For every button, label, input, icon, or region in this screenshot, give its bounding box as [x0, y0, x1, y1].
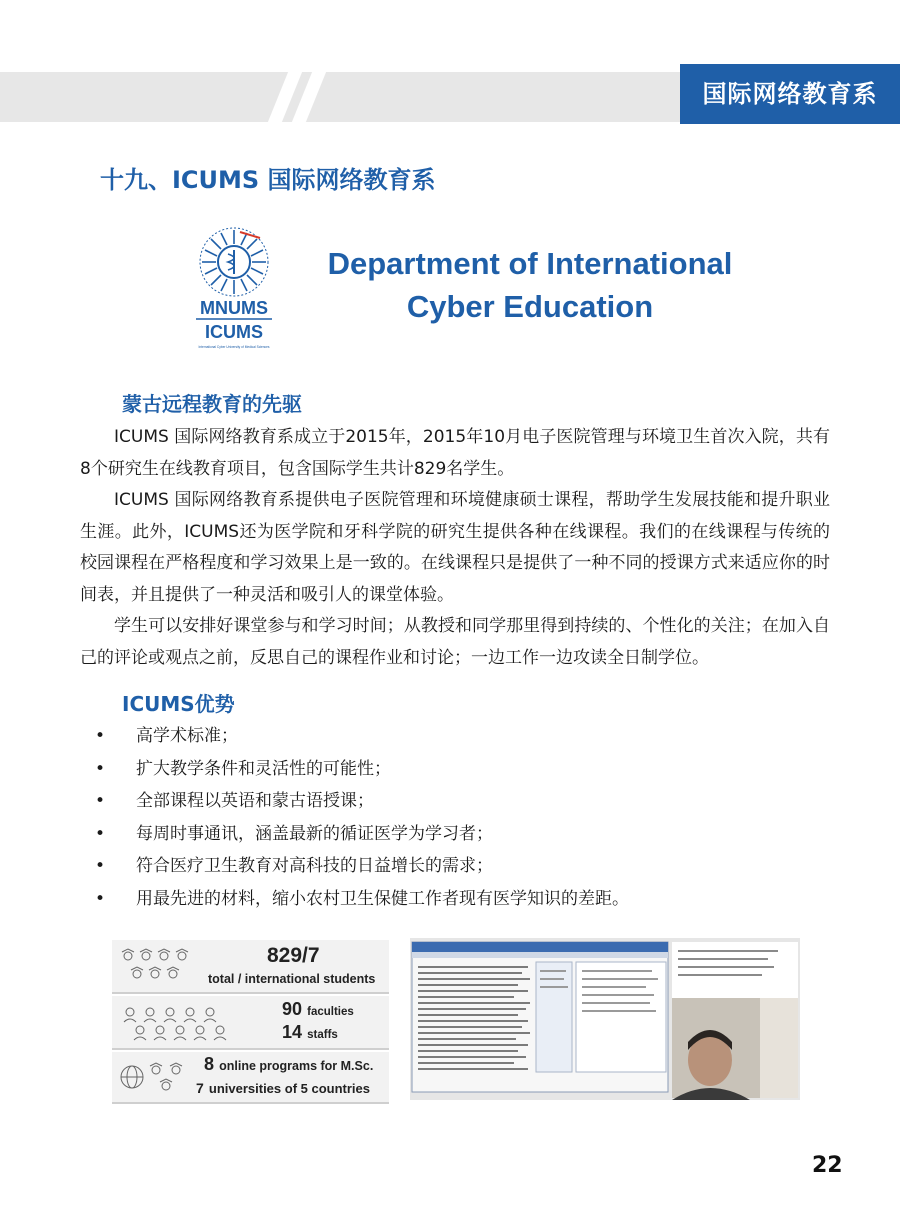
list-item: • 每周时事通讯，涵盖最新的循证医学为学习者； [95, 818, 629, 851]
programs-value: 8 [204, 1054, 215, 1074]
faculties-line [282, 999, 354, 1020]
list-item: • 全部课程以英语和蒙古语授课； [95, 785, 629, 818]
list-item: • 扩大教学条件和灵活性的可能性； [95, 753, 629, 786]
faculty-stat [112, 996, 389, 1050]
students-label: total / international students [208, 972, 376, 986]
section-tab: 国际网络教育系 [680, 64, 900, 124]
subhead-pioneer: 蒙古远程教育的先驱 [122, 392, 302, 416]
list-item: • 用最先进的材料，缩小农村卫生保健工作者现有医学知识的差距。 [95, 883, 629, 916]
universities-label: universities of 5 countries [208, 1081, 370, 1096]
subhead-advantages: ICUMS优势 [122, 692, 235, 716]
paragraph: 学生可以安排好课堂参与和学习时间；从教授和同学那里得到持续的、个性化的关注；在加入自己的评论或观点之前，反思自己的课程作业和讨论；一边工作一边攻读全日制学位。 [80, 616, 830, 668]
stats-infographic [112, 940, 389, 1102]
logo-line-mnums: MNUMS [200, 298, 268, 318]
department-title-line2: Cyber Education [406, 289, 654, 324]
paragraph: ICUMS 国际网络教育系成立于2015年，2015年10月电子医院管理与环境卫生首次入院，共有8个研究生在线教育项目，包含国际学生共计829名学生。 [80, 427, 830, 479]
bullet-icon: • [95, 856, 106, 876]
bullet-icon: • [95, 823, 106, 844]
bullet-icon: • [95, 726, 106, 746]
students-stat [112, 940, 389, 994]
page-number: 22 [812, 1153, 843, 1178]
graduates-icon [118, 946, 198, 986]
department-title [300, 242, 760, 328]
paragraph: ICUMS 国际网络教育系提供电子医院管理和环境健康硕士课程，帮助学生发展技能和提升职业生涯。此外，ICUMS还为医学院和牙科学院的研究生提供各种在线课程。我们的在线课程与传统的校园课程在严格程度和学习效果上是一致的。在线课程只是提供了一种不同的授课方式来适应你的时间表，并且提供了一种灵活和吸引人的课堂体验。 [80, 490, 830, 605]
intro-paragraphs [80, 422, 830, 674]
programs-line [204, 1054, 373, 1075]
students-value: 829/7 [267, 944, 320, 967]
globe-graduates-icon [118, 1058, 198, 1096]
staffs-line [282, 1022, 338, 1043]
staffs-value: 14 [282, 1022, 303, 1042]
list-item: • 符合医疗卫生教育对高科技的日益增长的需求； [95, 850, 629, 883]
logo-fine-print: International Cyber University of Medical Sciences [198, 345, 270, 349]
list-item: • 高学术标准； [95, 720, 629, 753]
online-class-photo [410, 938, 800, 1100]
universities-line [196, 1078, 370, 1097]
programs-label: online programs for M.Sc. [219, 1059, 374, 1073]
bullet-icon: • [95, 791, 106, 811]
programs-stat [112, 1052, 389, 1104]
logo-line-icums: ICUMS [205, 322, 263, 342]
staffs-label: staffs [307, 1029, 338, 1041]
faculties-value: 90 [282, 999, 303, 1019]
sunburst-emblem-icon [200, 228, 268, 296]
section-title: 十九、ICUMS 国际网络教育系 [100, 166, 436, 194]
icums-logo [190, 222, 290, 362]
bullet-icon: • [95, 888, 106, 909]
advantages-list [95, 720, 629, 915]
department-title-line1: Department of International [327, 246, 733, 281]
faculties-label: faculties [307, 1006, 354, 1018]
bullet-icon: • [95, 758, 106, 779]
universities-value: 7 [196, 1080, 204, 1096]
faculty-people-icon [118, 1002, 258, 1042]
